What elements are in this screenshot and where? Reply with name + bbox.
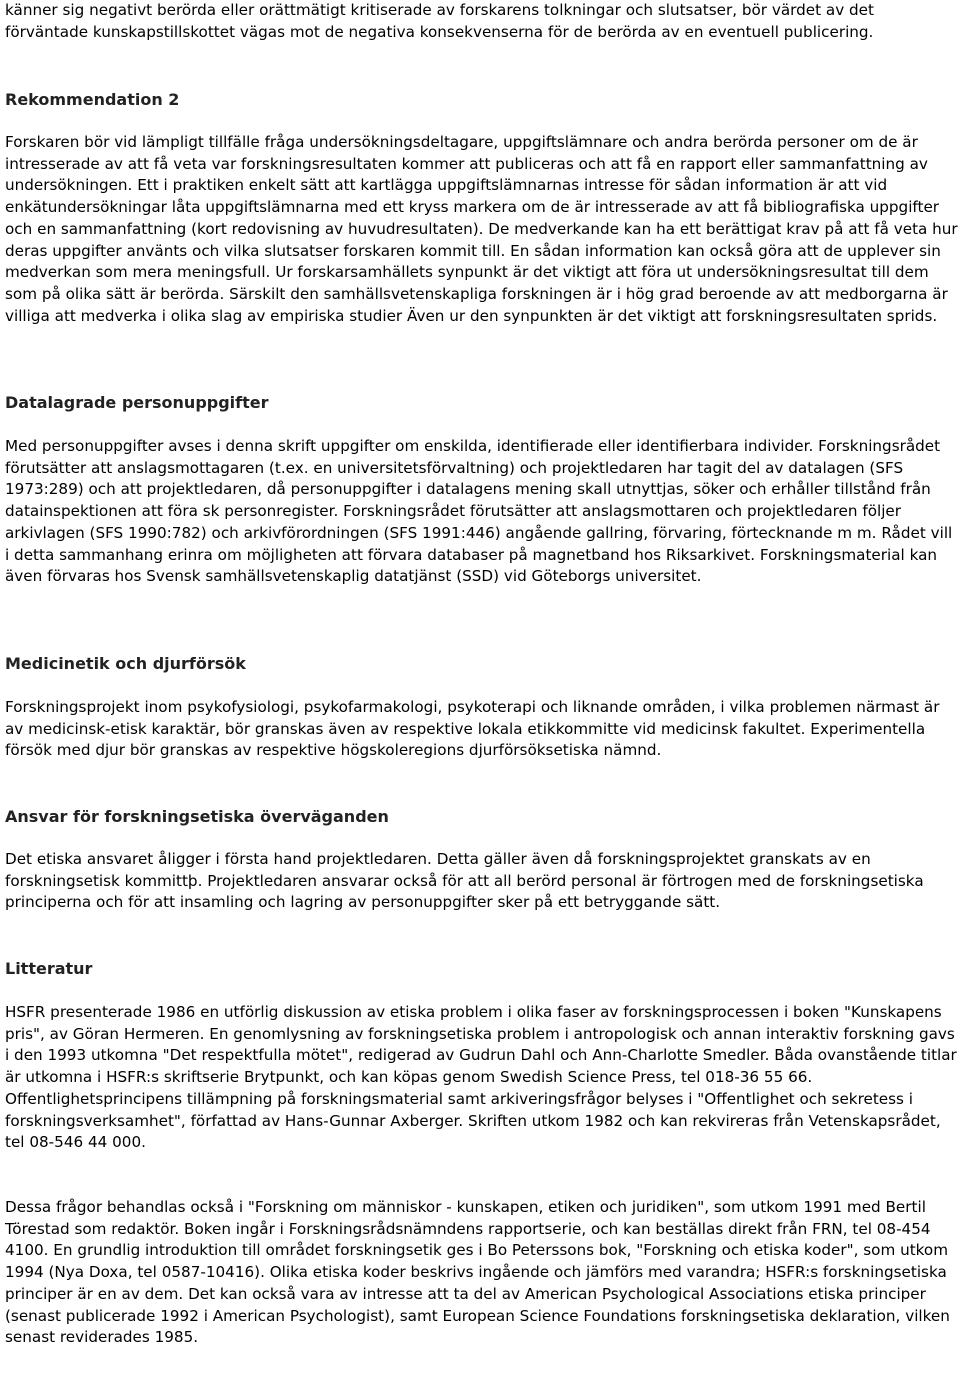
paragraph-litteratur-1: HSFR presenterade 1986 en utförlig diskussion av etiska problem i olika faser av forskningsprocessen i boken "Kunskapens pris", av Göran Hermeren. En genomlysning av forskningsetiska problem i antropologisk och annan interaktiv forskning gavs i den 1993 utkomna "Det respektfulla mötet", redigerad av Gudrun Dahl och Ann-Charlotte Smedler. Båda ovanstående titlar är utkomna i HSFR:s skriftserie Brytpunkt, och kan köpas genom Swedish Science Press, tel 018-36 55 66. Offentlighetsprincipens tillämpning på forskningsmaterial samt arkiveringsfrågor belyses i "Offentlighet och sekretess i forskningsverksamhet", författad av Hans-Gunnar Axberger. Skriften utkom 1982 och kan rekvireras från Vetenskapsrådet, tel 08-546 44 000. — [5, 1003, 957, 1152]
intro-paragraph: känner sig negativt berörda eller orättmätigt kritiserade av forskarens tolkningar och slutsatser, bör värdet av det förväntade kunskapstillskottet vägas mot de negativa konsekvenserna för de berörda av en eventuell publicering. — [5, 1, 874, 41]
heading-ansvar: Ansvar för forskningsetiska överväganden — [5, 807, 389, 826]
paragraph-litteratur-2: Dessa frågor behandlas också i "Forskning om människor - kunskapen, etiken och juridiken", som utkom 1991 med Bertil Törestad som redaktör. Boken ingår i Forskningsrådsnämndens rapportserie, och kan beställas direkt från FRN, tel 08-454 4100. En grundlig introduktion till området forskningsetik ges i Bo Peterssons bok, "Forskning och etiska koder", som utkom 1994 (Nya Doxa, tel 0587-10416). Olika etiska koder beskrivs ingående och jämförs med varandra; HSFR:s forskningsetiska principer är en av dem. Det kan också vara av intresse att ta del av American Psychological Associations etiska principer (senast publicerade 1992 i American Psychologist), samt European Science Foundations forskningsetiska deklaration, vilken senast reviderades 1985. — [5, 1198, 950, 1347]
paragraph-datalagrade-personuppgifter: Med personuppgifter avses i denna skrift uppgifter om enskilda, identifierade eller identifierbara individer. Forskningsrådet förutsätter att anslagsmottagaren (t.ex. en universitetsförvaltning) och projektledaren har tagit del av datalagen (SFS 1973:289) och att projektledaren, då personuppgifter i datalagens mening skall utnyttjas, söker och erhåller tillstånd från datainspektionen att föra sk personregister. Forskningsrådet förutsätter att anslagsmottaren och projektledaren följer arkivlagen (SFS 1990:782) och arkivförordningen (SFS 1991:446) angående gallring, förvaring, förtecknande m m. Rådet vill i detta sammanhang erinra om möjligheten att förvara databaser på magnetband hos Riksarkivet. Forskningsmaterial kan även förvaras hos Svensk samhällsvetenskaplig datatjänst (SSD) vid Göteborgs universitet. — [5, 437, 953, 586]
heading-rekommendation-2: Rekommendation 2 — [5, 90, 180, 109]
heading-medicinetik: Medicinetik och djurförsök — [5, 654, 246, 673]
paragraph-medicinetik: Forskningsprojekt inom psykofysiologi, psykofarmakologi, psykoterapi och liknande områden, i vilka problemen närmast är av medicinsk-etisk karaktär, bör granskas även av respektive lokala etikkommitte vid medicinsk fakultet. Experimentella försök med djur bör granskas av respektive högskoleregions djurförsöksetiska nämnd. — [5, 698, 940, 760]
heading-datalagrade-personuppgifter: Datalagrade personuppgifter — [5, 393, 269, 412]
paragraph-ansvar: Det etiska ansvaret åligger i första hand projektledaren. Detta gäller även då forskningsprojektet granskats av en forskningsetisk kommittþ. Projektledaren ansvarar också för att all berörd personal är förtrogen med de forskningsetiska principerna och för att insamling och lagring av personuppgifter sker på ett betryggande sätt. — [5, 850, 924, 912]
heading-litteratur: Litteratur — [5, 959, 93, 978]
paragraph-rekommendation-2: Forskaren bör vid lämpligt tillfälle fråga undersökningsdeltagare, uppgiftslämnare och andra berörda personer om de är intresserade av att få veta var forskningsresultaten kommer att publiceras och att få en rapport eller sammanfattning av undersökningen. Ett i praktiken enkelt sätt att kartlägga uppgiftslämnarnas intresse för sådan information är att vid enkätundersökningar låta uppgiftslämnarna med ett kryss markera om de är intresserade av att få bibliografiska uppgifter och en sammanfattning (kort redovisning av huvudresultaten). De medverkande kan ha ett berättigat krav på att få veta hur deras uppgifter använts och vilka slutsatser forskaren kommit till. En sådan information kan också göra att de upplever sin medverkan som mera meningsfull. Ur forskarsamhällets synpunkt är det viktigt att föra ut undersökningsresultat till dem som på olika sätt är berörda. Särskilt den samhällsvetenskapliga forskningen är i hög grad beroende av att medborgarna är villiga att medverka i olika slag av empiriska studier Även ur den synpunkten är det viktigt att forskningsresultaten sprids. — [5, 133, 958, 325]
